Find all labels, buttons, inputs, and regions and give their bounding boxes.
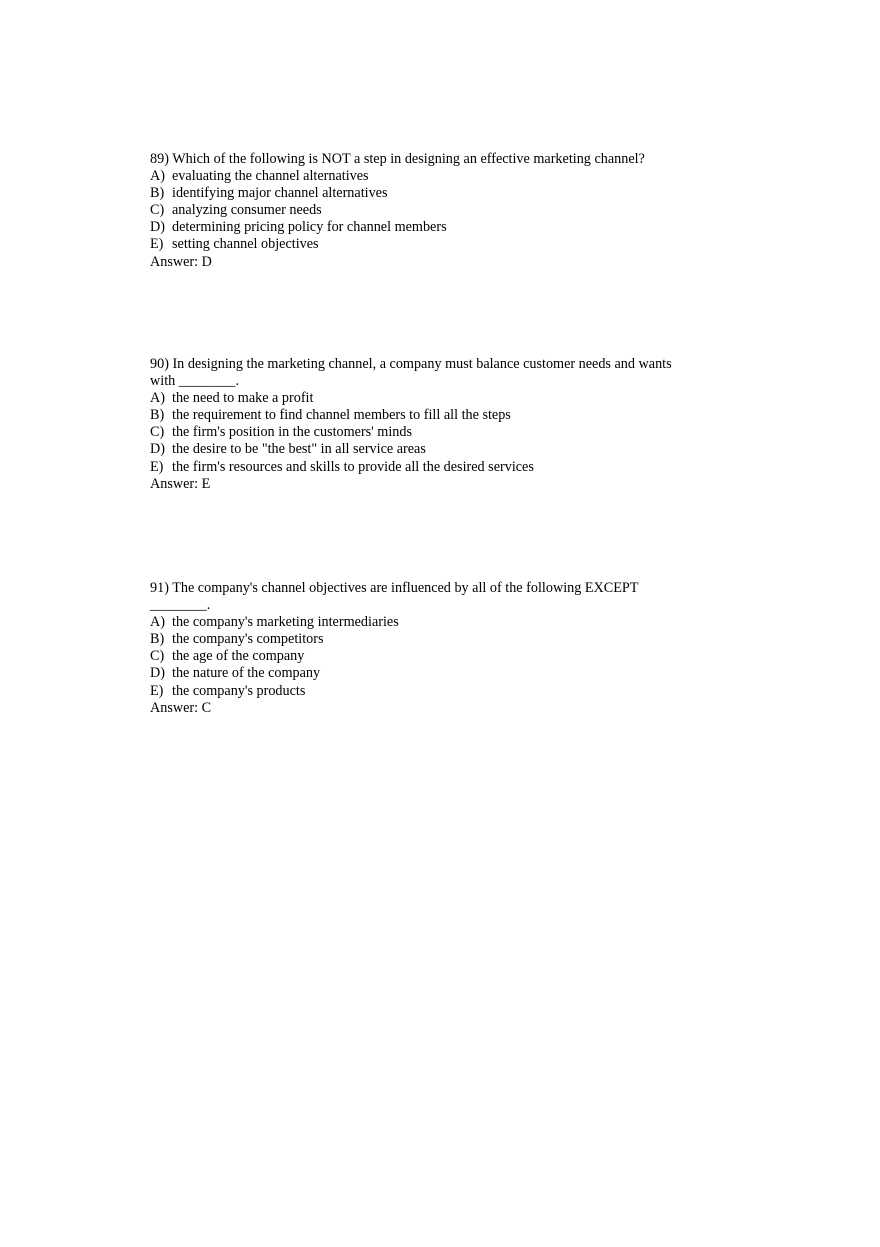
option-letter: E) bbox=[150, 458, 164, 475]
option-text: determining pricing policy for channel members bbox=[172, 219, 447, 236]
option-d bbox=[150, 219, 720, 236]
option-text: analyzing consumer needs bbox=[172, 202, 322, 219]
option-a bbox=[150, 390, 720, 407]
option-letter: A) bbox=[150, 614, 165, 631]
question-stem-line-1: 90) In designing the marketing channel, a company must balance customer needs and wants bbox=[150, 356, 672, 372]
option-c bbox=[150, 202, 720, 219]
option-letter: C) bbox=[150, 648, 165, 665]
question-stem-line-2: with ________. bbox=[150, 373, 240, 390]
answer: Answer: D bbox=[150, 253, 212, 270]
option-e bbox=[150, 236, 720, 253]
option-letter: E) bbox=[150, 236, 164, 253]
option-letter: D) bbox=[150, 441, 165, 458]
option-letter: C) bbox=[150, 202, 165, 219]
option-text: the firm's resources and skills to provide all the desired services bbox=[172, 458, 534, 475]
option-b bbox=[150, 407, 720, 424]
option-text: the company's marketing intermediaries bbox=[172, 614, 399, 631]
option-a bbox=[150, 614, 720, 631]
option-d bbox=[150, 665, 720, 682]
option-c bbox=[150, 648, 720, 665]
question-stem-line-2: ________. bbox=[150, 597, 211, 614]
question-stem-line-1: 91) The company's channel objectives are influenced by all of the following EXCEPT bbox=[150, 580, 639, 596]
option-text: the age of the company bbox=[172, 648, 305, 665]
option-text: identifying major channel alternatives bbox=[172, 185, 388, 202]
answer: Answer: C bbox=[150, 699, 212, 716]
question-stem: 89) Which of the following is NOT a step in designing an effective marketing channel? bbox=[150, 151, 645, 167]
option-c bbox=[150, 424, 720, 441]
option-text: the requirement to find channel members to fill all the steps bbox=[172, 407, 511, 424]
option-a bbox=[150, 168, 720, 185]
option-letter: B) bbox=[150, 407, 165, 424]
option-letter: A) bbox=[150, 168, 165, 185]
option-letter: D) bbox=[150, 219, 165, 236]
option-text: evaluating the channel alternatives bbox=[172, 168, 369, 185]
option-text: the desire to be "the best" in all service areas bbox=[172, 441, 426, 458]
option-letter: A) bbox=[150, 390, 165, 407]
option-text: the company's competitors bbox=[172, 631, 324, 648]
option-b bbox=[150, 185, 720, 202]
option-letter: B) bbox=[150, 185, 165, 202]
question-91 bbox=[150, 580, 720, 717]
option-text: the company's products bbox=[172, 682, 306, 699]
option-e bbox=[150, 459, 720, 476]
option-letter: C) bbox=[150, 424, 165, 441]
option-text: the firm's position in the customers' minds bbox=[172, 424, 412, 441]
answer: Answer: E bbox=[150, 475, 211, 492]
question-89 bbox=[150, 151, 720, 271]
option-letter: E) bbox=[150, 682, 164, 699]
option-letter: D) bbox=[150, 665, 165, 682]
option-e bbox=[150, 683, 720, 700]
option-text: the need to make a profit bbox=[172, 390, 314, 407]
option-b bbox=[150, 631, 720, 648]
option-letter: B) bbox=[150, 631, 165, 648]
option-d bbox=[150, 441, 720, 458]
question-90 bbox=[150, 356, 720, 493]
option-text: the nature of the company bbox=[172, 665, 321, 682]
option-text: setting channel objectives bbox=[172, 236, 319, 253]
